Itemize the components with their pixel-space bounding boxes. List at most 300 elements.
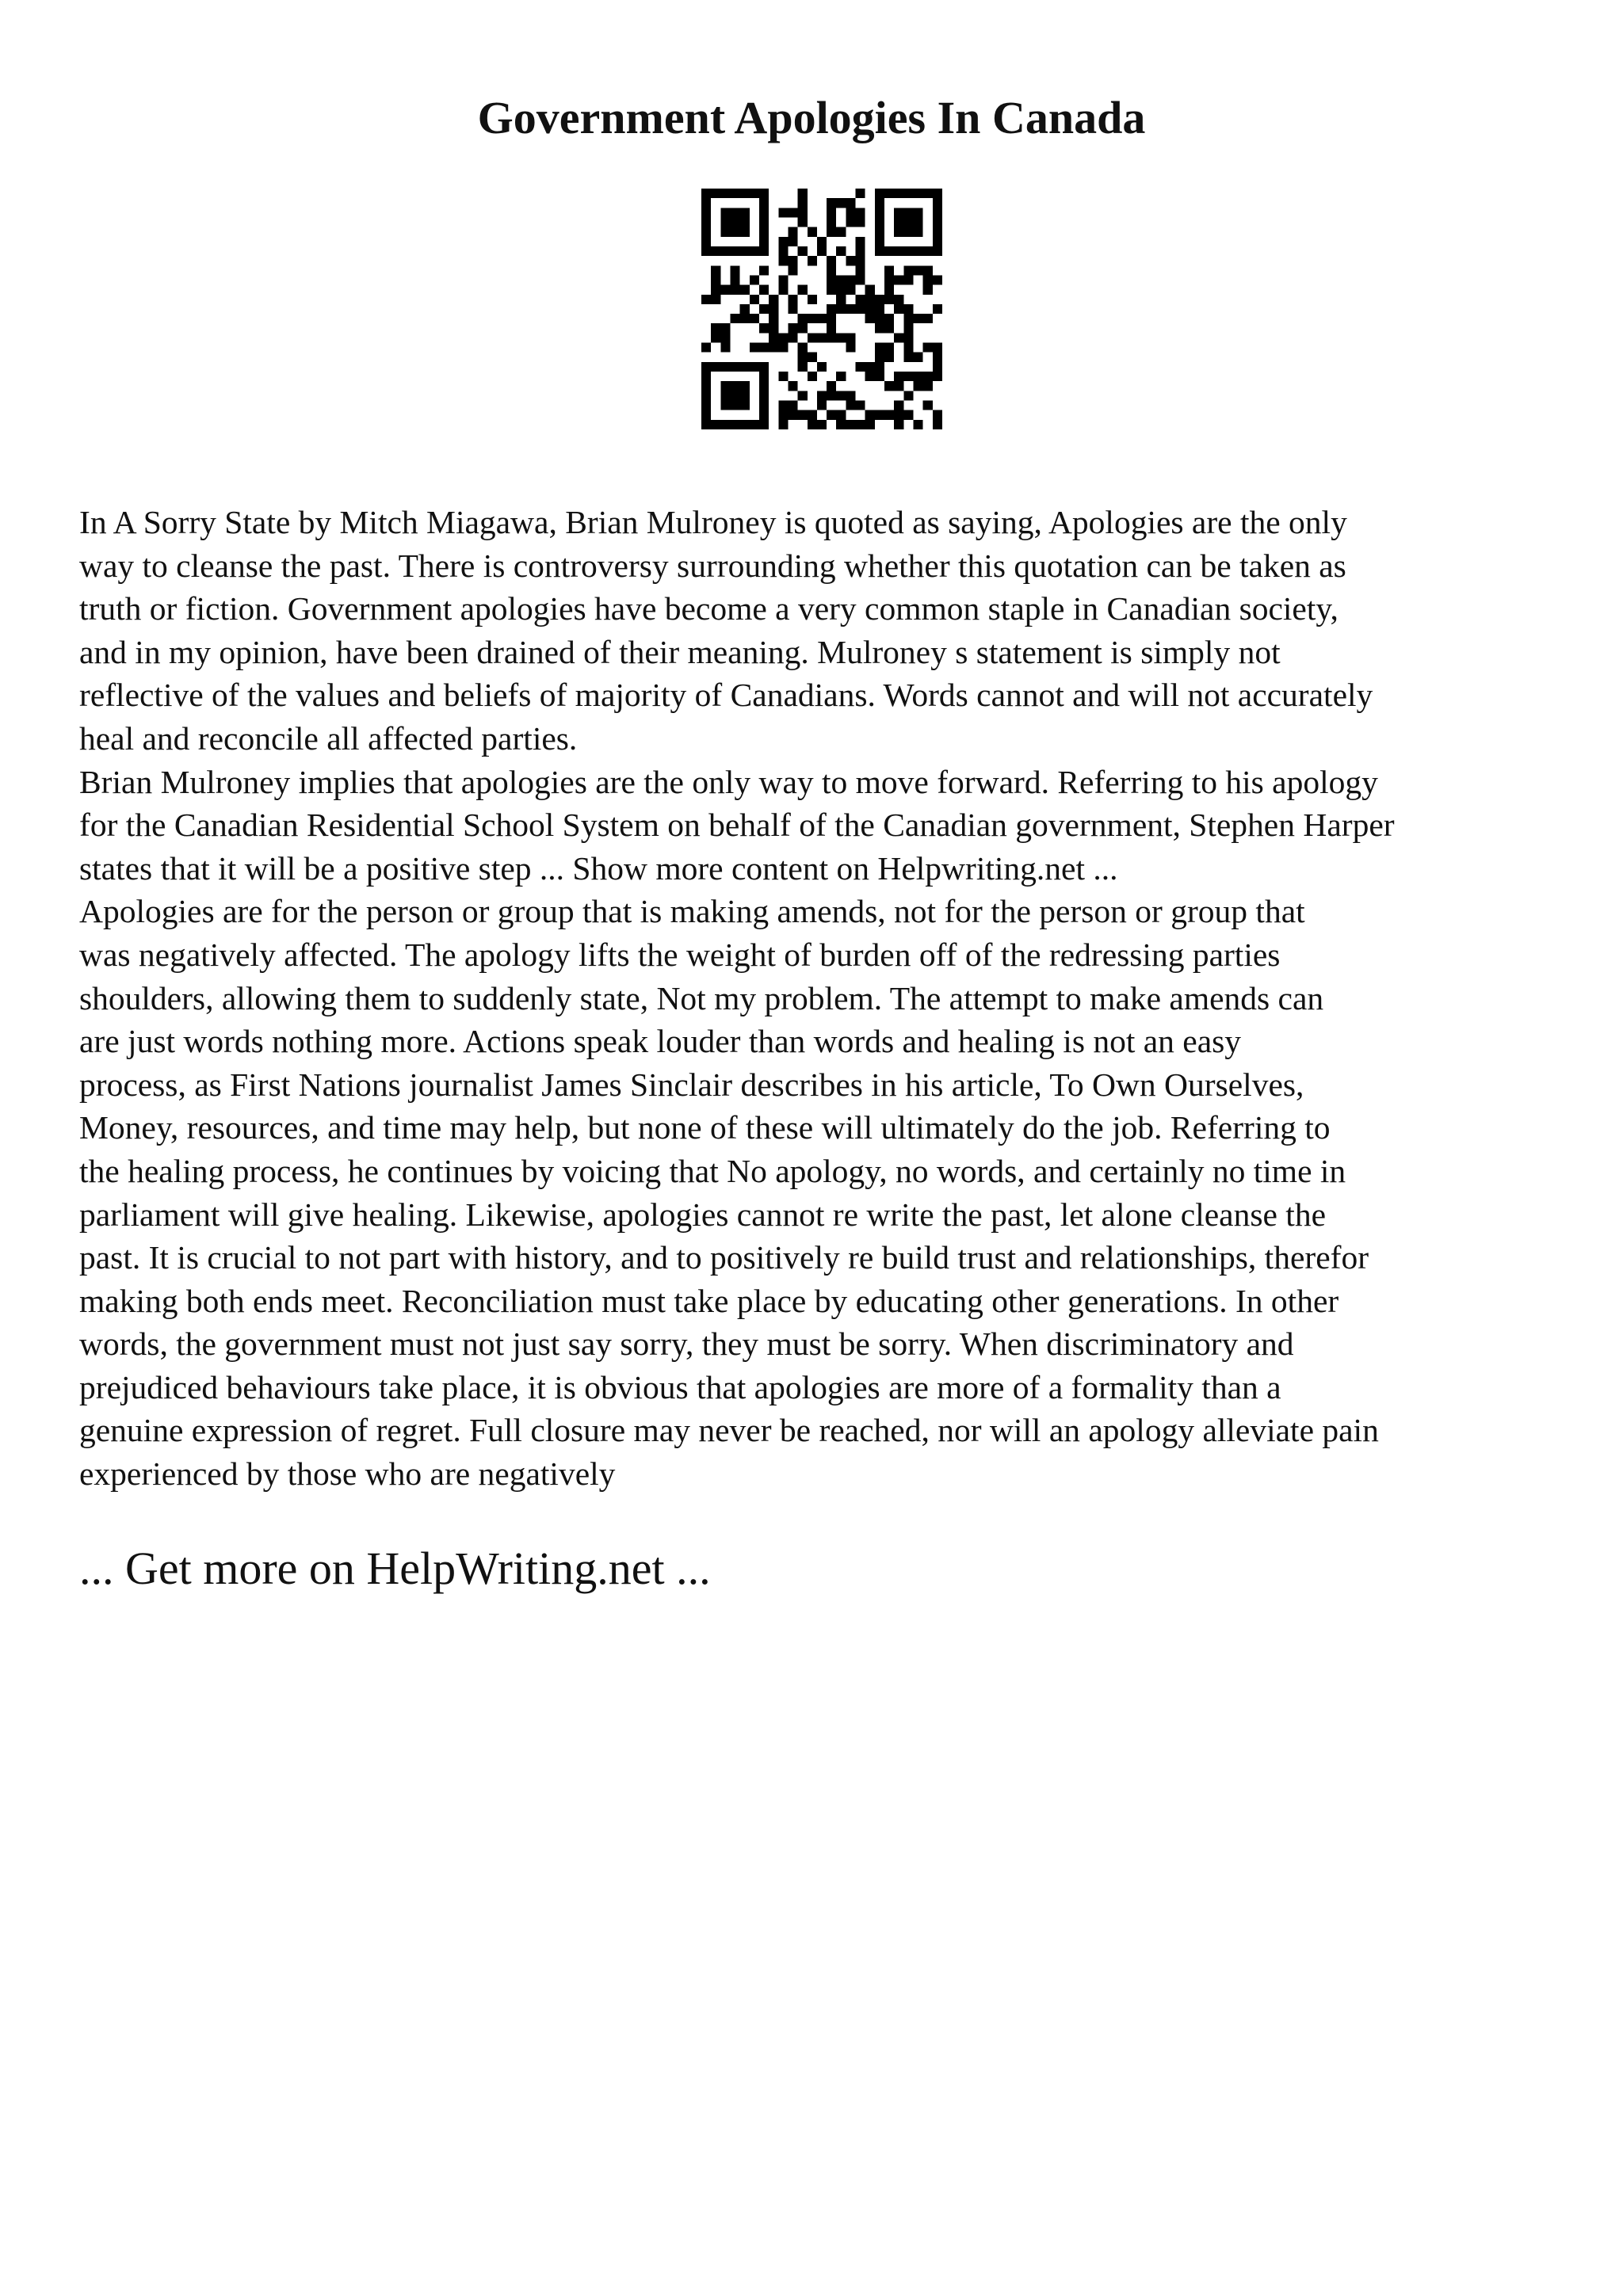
qr-module (730, 275, 739, 284)
qr-module (884, 381, 894, 391)
qr-module (778, 420, 788, 429)
qr-module (827, 265, 836, 275)
qr-module (808, 256, 817, 265)
qr-module (769, 314, 778, 323)
qr-module (923, 265, 933, 275)
qr-module (903, 353, 913, 362)
qr-module (701, 227, 711, 237)
paragraph-line: In A Sorry State by Mitch Miagawa, Brian Mulroney is quoted as saying, Apologies are the only (79, 504, 1347, 540)
qr-module (798, 285, 808, 295)
qr-module (759, 189, 769, 198)
qr-module (875, 362, 884, 372)
qr-module (720, 343, 730, 353)
qr-module (798, 343, 808, 353)
qr-module (884, 285, 894, 295)
qr-module (740, 420, 750, 429)
article-body (79, 501, 1569, 1496)
qr-module (750, 275, 759, 284)
qr-module (759, 391, 769, 400)
qr-module (933, 198, 942, 208)
qr-module (730, 401, 739, 410)
qr-module (778, 410, 788, 420)
qr-module (788, 333, 797, 342)
qr-module (759, 227, 769, 237)
qr-module (759, 198, 769, 208)
qr-module (933, 304, 942, 314)
qr-module (778, 343, 788, 353)
qr-module (740, 391, 750, 400)
qr-module (759, 410, 769, 420)
qr-module (808, 314, 817, 323)
qr-module (884, 343, 894, 353)
qr-module (903, 265, 913, 275)
qr-module (701, 198, 711, 208)
qr-module (769, 295, 778, 304)
qr-module (865, 410, 875, 420)
qr-module (923, 372, 933, 381)
qr-module (808, 420, 817, 429)
qr-module (817, 237, 827, 246)
paragraph-line: experienced by those who are negatively (79, 1455, 616, 1493)
qr-module (701, 420, 711, 429)
qr-module (875, 198, 884, 208)
qr-module (750, 189, 759, 198)
qr-module (730, 227, 739, 237)
qr-module (894, 246, 903, 256)
qr-module (894, 381, 903, 391)
qr-code-icon (701, 189, 942, 429)
qr-module (903, 391, 913, 400)
qr-module (778, 401, 788, 410)
qr-module (759, 285, 769, 295)
qr-module (817, 314, 827, 323)
qr-module (759, 343, 769, 353)
qr-module (730, 362, 739, 372)
paragraph-line: was negatively affected. The apology lifts the weight of burden off of the redressing parties (79, 936, 1281, 973)
qr-module (759, 401, 769, 410)
qr-module (730, 314, 739, 323)
qr-module (933, 237, 942, 246)
qr-module (914, 372, 923, 381)
qr-module (817, 333, 827, 342)
qr-module (827, 304, 836, 314)
qr-module (856, 189, 865, 198)
qr-module (923, 189, 933, 198)
qr-module (759, 381, 769, 391)
qr-module (798, 208, 808, 217)
qr-module (903, 323, 913, 333)
qr-module (798, 391, 808, 400)
qr-module (701, 410, 711, 420)
qr-module (759, 208, 769, 217)
qr-module (884, 314, 894, 323)
qr-module (740, 208, 750, 217)
qr-module (759, 420, 769, 429)
qr-module (827, 391, 836, 400)
qr-module (856, 362, 865, 372)
qr-module (836, 372, 846, 381)
qr-module (856, 420, 865, 429)
qr-module (865, 304, 875, 314)
document-title: Government Apologies In Canada (477, 92, 1146, 143)
qr-module (846, 343, 855, 353)
qr-module (846, 401, 855, 410)
qr-module (903, 314, 913, 323)
qr-module (750, 362, 759, 372)
qr-module (740, 381, 750, 391)
qr-module (701, 217, 711, 227)
qr-module (894, 420, 903, 429)
qr-module (884, 410, 894, 420)
qr-module (759, 304, 769, 314)
qr-module (759, 372, 769, 381)
qr-module (923, 314, 933, 323)
paragraph-line: way to cleanse the past. There is controversy surrounding whether this quotation can be taken as (79, 547, 1346, 584)
qr-module (836, 275, 846, 284)
qr-module (884, 275, 894, 284)
qr-module (865, 285, 875, 295)
qr-module (798, 410, 808, 420)
qr-module (720, 333, 730, 342)
qr-module (856, 275, 865, 284)
qr-module (875, 372, 884, 381)
qr-module (701, 343, 711, 353)
qr-module (836, 295, 846, 304)
qr-module (846, 217, 855, 227)
qr-module (856, 265, 865, 275)
qr-module (884, 295, 894, 304)
qr-module (720, 189, 730, 198)
qr-module (846, 256, 855, 265)
qr-module (875, 304, 884, 314)
qr-module (808, 295, 817, 304)
qr-module (750, 246, 759, 256)
qr-module (778, 275, 788, 284)
qr-module (914, 246, 923, 256)
qr-module (856, 401, 865, 410)
qr-module (875, 227, 884, 237)
qr-module (914, 189, 923, 198)
qr-module (817, 246, 827, 256)
paragraph-line: shoulders, allowing them to suddenly state, Not my problem. The attempt to make amends can (79, 979, 1324, 1016)
qr-module (933, 410, 942, 420)
qr-module (836, 391, 846, 400)
qr-module (846, 391, 855, 400)
qr-module (788, 237, 797, 246)
qr-module (827, 256, 836, 265)
qr-module (923, 285, 933, 295)
qr-module (827, 208, 836, 217)
qr-module (894, 227, 903, 237)
qr-module (730, 246, 739, 256)
paragraph-line: prejudiced behaviours take place, it is obvious that apologies are more of a formality than a (79, 1368, 1281, 1405)
get-more-link[interactable]: ... Get more on HelpWriting.net ... (79, 1543, 711, 1594)
qr-module (933, 189, 942, 198)
qr-module (808, 227, 817, 237)
qr-module (808, 333, 817, 342)
qr-module (903, 246, 913, 256)
qr-module (903, 304, 913, 314)
qr-module (701, 208, 711, 217)
qr-module (875, 314, 884, 323)
qr-module (701, 189, 711, 198)
qr-module (894, 333, 903, 342)
qr-module (865, 372, 875, 381)
qr-module (894, 275, 903, 284)
qr-module (788, 256, 797, 265)
qr-module (769, 304, 778, 314)
qr-module (846, 304, 855, 314)
qr-module (778, 256, 788, 265)
qr-module (711, 362, 720, 372)
paragraph-line: and in my opinion, have been drained of their meaning. Mulroney s statement is simply not (79, 633, 1281, 670)
qr-module (740, 189, 750, 198)
qr-module (750, 295, 759, 304)
qr-module (914, 208, 923, 217)
qr-module (788, 295, 797, 304)
qr-module (720, 362, 730, 372)
qr-module (903, 333, 913, 342)
qr-module (827, 323, 836, 333)
qr-module (923, 343, 933, 353)
qr-module (720, 323, 730, 333)
qr-module (903, 227, 913, 237)
qr-module (894, 208, 903, 217)
qr-module (827, 285, 836, 295)
qr-module (788, 381, 797, 391)
qr-module (856, 246, 865, 256)
qr-module (720, 391, 730, 400)
qr-module (933, 362, 942, 372)
qr-module (740, 217, 750, 227)
qr-module (788, 265, 797, 275)
qr-module (894, 189, 903, 198)
qr-module (846, 333, 855, 342)
qr-module (865, 314, 875, 323)
qr-module (914, 353, 923, 362)
qr-module (894, 304, 903, 314)
qr-module (933, 217, 942, 227)
qr-module (720, 217, 730, 227)
qr-module (720, 401, 730, 410)
qr-module (836, 304, 846, 314)
qr-module (817, 420, 827, 429)
qr-module (730, 189, 739, 198)
qr-module (903, 343, 913, 353)
qr-module (759, 237, 769, 246)
qr-module (769, 323, 778, 333)
qr-module (759, 323, 769, 333)
qr-module (903, 208, 913, 217)
qr-module (827, 198, 836, 208)
qr-module (846, 275, 855, 284)
qr-module (730, 208, 739, 217)
qr-module (798, 353, 808, 362)
qr-module (827, 275, 836, 284)
qr-module (740, 314, 750, 323)
qr-module (827, 314, 836, 323)
qr-module (788, 401, 797, 410)
qr-module (894, 217, 903, 227)
qr-module (759, 265, 769, 275)
qr-module (914, 217, 923, 227)
paragraph-line: Brian Mulroney implies that apologies are the only way to move forward. Referring to his apology (79, 763, 1378, 800)
paragraph-line: truth or fiction. Government apologies have become a very common staple in Canadian society, (79, 590, 1338, 627)
qr-module (875, 189, 884, 198)
qr-module (846, 285, 855, 295)
qr-module (711, 323, 720, 333)
qr-module (884, 323, 894, 333)
qr-module (798, 198, 808, 208)
qr-module (701, 401, 711, 410)
qr-module (808, 353, 817, 362)
qr-module (827, 410, 836, 420)
qr-module (914, 227, 923, 237)
paragraph-line: Money, resources, and time may help, but none of these will ultimately do the job. Referring to (79, 1109, 1331, 1146)
qr-module (914, 381, 923, 391)
qr-module (817, 401, 827, 410)
qr-module (730, 285, 739, 295)
qr-module (798, 189, 808, 198)
qr-module (856, 304, 865, 314)
qr-module (730, 391, 739, 400)
qr-module (711, 285, 720, 295)
qr-module (933, 353, 942, 362)
qr-module (778, 333, 788, 342)
qr-module (933, 208, 942, 217)
qr-module (720, 227, 730, 237)
qr-module (875, 217, 884, 227)
paragraph-line: states that it will be a positive step ... Show more content on Helpwriting.net ... (79, 849, 1118, 887)
qr-module (875, 295, 884, 304)
qr-module (836, 420, 846, 429)
qr-module (778, 208, 788, 217)
qr-module (701, 237, 711, 246)
qr-module (836, 285, 846, 295)
paragraph-line: for the Canadian Residential School System on behalf of the Canadian government, Stephen Harper (79, 807, 1395, 844)
qr-module (759, 217, 769, 227)
qr-module (884, 353, 894, 362)
qr-module (865, 295, 875, 304)
qr-module (875, 323, 884, 333)
qr-module (701, 246, 711, 256)
qr-module (711, 275, 720, 284)
qr-module (817, 391, 827, 400)
qr-module (884, 265, 894, 275)
qr-module (778, 372, 788, 381)
qr-module (711, 420, 720, 429)
qr-module (798, 362, 808, 372)
qr-module (740, 362, 750, 372)
qr-module (730, 381, 739, 391)
qr-module (798, 246, 808, 256)
qr-module (720, 208, 730, 217)
qr-module (769, 343, 778, 353)
qr-module (875, 208, 884, 217)
qr-module (846, 198, 855, 208)
paragraph-line: heal and reconcile all affected parties. (79, 719, 578, 757)
qr-module (769, 333, 778, 342)
qr-module (856, 237, 865, 246)
qr-module (759, 246, 769, 256)
qr-module (788, 227, 797, 237)
qr-module (933, 275, 942, 284)
qr-module (720, 420, 730, 429)
qr-module (720, 381, 730, 391)
paragraph-line: process, as First Nations journalist James Sinclair describes in his article, To Own Ourselves, (79, 1066, 1304, 1103)
qr-module (914, 420, 923, 429)
paragraph-line: past. It is crucial to not part with history, and to positively re build trust and relationships, therefor (79, 1239, 1369, 1276)
qr-module (903, 189, 913, 198)
qr-module (923, 381, 933, 391)
qr-module (827, 217, 836, 227)
qr-module (875, 353, 884, 362)
qr-module (856, 217, 865, 227)
qr-module (701, 362, 711, 372)
qr-module (740, 304, 750, 314)
qr-module (836, 410, 846, 420)
qr-module (788, 323, 797, 333)
qr-module (788, 304, 797, 314)
qr-module (933, 343, 942, 353)
qr-module (875, 237, 884, 246)
paragraph-line: Apologies are for the person or group that is making amends, not for the person or group that (79, 893, 1305, 930)
qr-module (711, 333, 720, 342)
qr-module (711, 246, 720, 256)
qr-module (846, 420, 855, 429)
qr-module (884, 246, 894, 256)
qr-module (808, 410, 817, 420)
qr-module (808, 372, 817, 381)
qr-module (914, 265, 923, 275)
qr-module (788, 410, 797, 420)
qr-module (884, 189, 894, 198)
paragraph-line: genuine expression of regret. Full closure may never be reached, nor will an apology alleviate pain (79, 1412, 1379, 1449)
qr-module (894, 401, 903, 410)
qr-module (720, 246, 730, 256)
qr-module (788, 208, 797, 217)
qr-module (778, 237, 788, 246)
qr-module (817, 362, 827, 372)
qr-module (903, 275, 913, 284)
qr-module (856, 208, 865, 217)
qr-module (750, 343, 759, 353)
qr-module (933, 372, 942, 381)
qr-module (798, 323, 808, 333)
qr-module (827, 227, 836, 237)
qr-module (856, 295, 865, 304)
qr-module (933, 246, 942, 256)
qr-module (894, 295, 903, 304)
qr-module (836, 227, 846, 237)
paragraph-line: words, the government must not just say sorry, they must be sorry. When discriminatory and (79, 1325, 1294, 1363)
qr-module (865, 362, 875, 372)
qr-module (740, 401, 750, 410)
qr-module (836, 198, 846, 208)
qr-module (701, 372, 711, 381)
qr-module (836, 246, 846, 256)
qr-module (914, 314, 923, 323)
qr-module (894, 372, 903, 381)
qr-module (923, 246, 933, 256)
qr-module (856, 256, 865, 265)
paragraph-line: are just words nothing more. Actions speak louder than words and healing is not an easy (79, 1023, 1242, 1060)
qr-module (903, 372, 913, 381)
qr-module (711, 295, 720, 304)
qr-module (711, 189, 720, 198)
qr-module (720, 285, 730, 295)
qr-module (827, 333, 836, 342)
